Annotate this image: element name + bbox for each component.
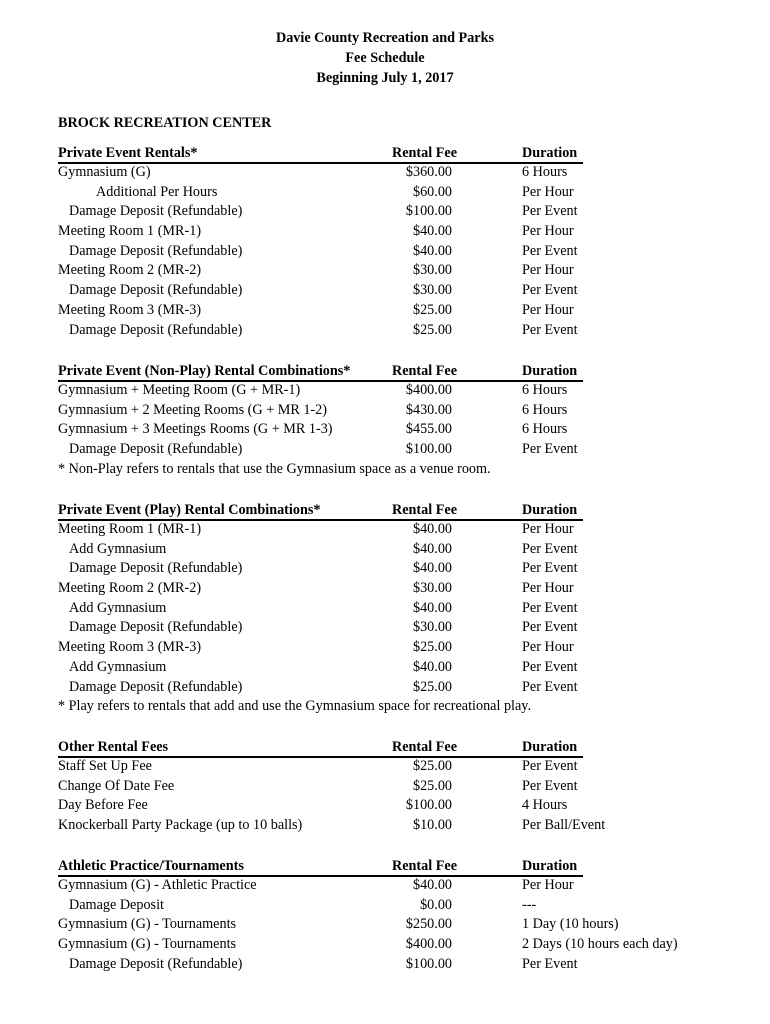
row-description: Additional Per Hours <box>96 183 218 200</box>
row-fee: $0.00 <box>420 896 452 913</box>
row-duration: Per Event <box>522 758 578 774</box>
row-description: Damage Deposit (Refundable) <box>69 560 243 577</box>
table-row <box>58 915 698 935</box>
row-duration: Per Event <box>522 599 578 616</box>
row-fee: $25.00 <box>412 321 452 338</box>
section-title: Private Event Rentals* <box>58 145 198 161</box>
row-fee: $25.00 <box>412 639 452 656</box>
row-description: Meeting Room 1 (MR-1) <box>58 223 202 240</box>
row-description: Damage Deposit (Refundable) <box>69 242 243 259</box>
row-duration: Per Event <box>522 678 578 695</box>
row-description: Day Before Fee <box>58 797 148 814</box>
table-row <box>58 242 698 262</box>
row-duration: Per Event <box>522 658 578 675</box>
row-duration: Per Hour <box>522 521 574 537</box>
row-fee: $400.00 <box>405 936 452 953</box>
row-fee: $25.00 <box>412 758 452 774</box>
duration-column-header: Duration <box>522 502 578 518</box>
fee-column-header: Rental Fee <box>392 858 458 874</box>
row-duration: 1 Day (10 hours) <box>522 916 619 933</box>
row-fee: $40.00 <box>412 658 452 675</box>
row-description: Meeting Room 3 (MR-3) <box>58 301 202 318</box>
row-duration: 6 Hours <box>522 401 568 418</box>
row-duration: Per Event <box>522 282 578 299</box>
section-title: Athletic Practice/Tournaments <box>58 858 244 874</box>
table-row <box>58 757 698 777</box>
row-fee: $360.00 <box>405 164 452 180</box>
row-duration: Per Event <box>522 203 578 220</box>
row-description: Add Gymnasium <box>69 658 167 675</box>
table-row <box>58 777 698 797</box>
section-header-row <box>58 143 698 163</box>
row-description: Meeting Room 2 (MR-2) <box>58 580 202 597</box>
row-description: Damage Deposit (Refundable) <box>69 619 243 636</box>
document-header <box>0 28 770 88</box>
venue-title: BROCK RECREATION CENTER <box>58 115 272 131</box>
row-fee: $30.00 <box>412 262 452 279</box>
row-duration: Per Event <box>522 321 578 338</box>
row-duration: 6 Hours <box>522 421 568 438</box>
row-duration: Per Hour <box>522 877 574 893</box>
row-duration: 6 Hours <box>522 382 568 398</box>
section-header-row <box>58 737 698 757</box>
table-row <box>58 281 698 301</box>
row-fee: $40.00 <box>412 560 452 577</box>
section-title: Private Event (Non-Play) Rental Combinations* <box>58 363 351 379</box>
duration-column-header: Duration <box>522 145 578 161</box>
footnote: * Non-Play refers to rentals that use the Gymnasium space as a venue room. <box>58 460 491 477</box>
table-row <box>58 301 698 321</box>
row-fee: $40.00 <box>412 223 452 240</box>
row-fee: $455.00 <box>405 421 452 438</box>
row-fee: $25.00 <box>412 301 452 318</box>
table-row <box>58 222 698 242</box>
row-description: Change Of Date Fee <box>58 777 175 794</box>
table-row <box>58 401 698 421</box>
row-description: Gymnasium (G) <box>58 164 151 180</box>
row-description: Gymnasium + Meeting Room (G + MR-1) <box>58 382 301 398</box>
row-description: Damage Deposit <box>69 896 164 913</box>
section-title: Private Event (Play) Rental Combinations* <box>58 502 321 518</box>
row-fee: $10.00 <box>412 817 452 834</box>
table-row <box>58 638 698 658</box>
table-row <box>58 321 698 341</box>
row-duration: Per Event <box>522 242 578 259</box>
row-description: Add Gymnasium <box>69 540 167 557</box>
table-row <box>58 540 698 560</box>
row-duration: Per Event <box>522 540 578 557</box>
row-fee: $30.00 <box>412 282 452 299</box>
section-private-event <box>58 143 698 340</box>
row-duration: 4 Hours <box>522 797 568 814</box>
row-duration: Per Event <box>522 955 578 972</box>
row-description: Damage Deposit (Refundable) <box>69 321 243 338</box>
row-duration: Per Hour <box>522 580 574 597</box>
table-row <box>58 381 698 401</box>
row-duration: Per Hour <box>522 301 574 318</box>
row-duration: Per Event <box>522 560 578 577</box>
footnote: * Play refers to rentals that add and use the Gymnasium space for recreational play. <box>58 698 532 715</box>
fee-column-header: Rental Fee <box>392 502 458 518</box>
table-row <box>58 896 698 916</box>
table-row <box>58 420 698 440</box>
row-description: Meeting Room 3 (MR-3) <box>58 639 202 656</box>
row-fee: $40.00 <box>412 877 452 893</box>
row-duration: Per Event <box>522 441 578 458</box>
row-fee: $30.00 <box>412 580 452 597</box>
row-fee: $25.00 <box>412 777 452 794</box>
row-duration: --- <box>522 896 537 913</box>
table-row <box>58 678 698 698</box>
row-description: Gymnasium + 3 Meetings Rooms (G + MR 1-3) <box>58 421 333 438</box>
table-row <box>58 440 698 460</box>
row-fee: $100.00 <box>405 203 452 220</box>
row-duration: Per Hour <box>522 183 574 200</box>
row-description: Damage Deposit (Refundable) <box>69 955 243 972</box>
duration-column-header: Duration <box>522 858 578 874</box>
table-row <box>58 559 698 579</box>
row-fee: $100.00 <box>405 797 452 814</box>
section-header-row <box>58 856 698 876</box>
table-row <box>58 183 698 203</box>
table-row <box>58 579 698 599</box>
row-description: Meeting Room 2 (MR-2) <box>58 262 202 279</box>
fee-column-header: Rental Fee <box>392 363 458 379</box>
row-duration: 6 Hours <box>522 164 568 180</box>
table-row <box>58 163 698 183</box>
section-athletic <box>58 856 698 974</box>
fee-column-header: Rental Fee <box>392 145 458 161</box>
table-row <box>58 202 698 222</box>
row-fee: $400.00 <box>405 382 452 398</box>
duration-column-header: Duration <box>522 363 578 379</box>
row-fee: $40.00 <box>412 521 452 537</box>
table-row <box>58 261 698 281</box>
row-duration: 2 Days (10 hours each day) <box>522 936 678 953</box>
row-description: Meeting Room 1 (MR-1) <box>58 521 202 537</box>
row-description: Add Gymnasium <box>69 599 167 616</box>
row-description: Damage Deposit (Refundable) <box>69 678 243 695</box>
section-nonplay-combinations <box>58 361 698 479</box>
section-title: Other Rental Fees <box>58 739 169 755</box>
row-description: Gymnasium + 2 Meeting Rooms (G + MR 1-2) <box>58 401 328 418</box>
section-header-row <box>58 500 698 520</box>
row-duration: Per Hour <box>522 639 574 656</box>
row-fee: $25.00 <box>412 678 452 695</box>
row-description: Staff Set Up Fee <box>58 758 152 774</box>
row-description: Gymnasium (G) - Tournaments <box>58 936 237 953</box>
row-fee: $40.00 <box>412 540 452 557</box>
row-duration: Per Hour <box>522 223 574 240</box>
table-row <box>58 935 698 955</box>
table-row <box>58 520 698 540</box>
row-duration: Per Event <box>522 777 578 794</box>
row-description: Damage Deposit (Refundable) <box>69 441 243 458</box>
header-effective-date: Beginning July 1, 2017 <box>316 70 454 86</box>
row-fee: $250.00 <box>405 916 452 933</box>
section-header-row <box>58 361 698 381</box>
row-duration: Per Event <box>522 619 578 636</box>
section-other-fees <box>58 737 698 836</box>
table-row <box>58 599 698 619</box>
section-play-combinations <box>58 500 698 717</box>
row-fee: $100.00 <box>405 955 452 972</box>
row-duration: Per Ball/Event <box>522 817 606 834</box>
row-description: Gymnasium (G) - Athletic Practice <box>58 877 257 893</box>
row-fee: $40.00 <box>412 242 452 259</box>
table-row <box>58 876 698 896</box>
table-row <box>58 796 698 816</box>
row-fee: $40.00 <box>412 599 452 616</box>
table-row <box>58 618 698 638</box>
header-title: Fee Schedule <box>345 50 425 66</box>
row-description: Damage Deposit (Refundable) <box>69 203 243 220</box>
row-description: Gymnasium (G) - Tournaments <box>58 916 237 933</box>
row-fee: $30.00 <box>412 619 452 636</box>
table-row <box>58 955 698 975</box>
table-row <box>58 816 698 836</box>
row-fee: $430.00 <box>405 401 452 418</box>
header-org: Davie County Recreation and Parks <box>275 30 495 46</box>
row-fee: $100.00 <box>405 441 452 458</box>
table-row <box>58 658 698 678</box>
row-description: Damage Deposit (Refundable) <box>69 282 243 299</box>
fee-column-header: Rental Fee <box>392 739 458 755</box>
row-fee: $60.00 <box>412 183 452 200</box>
duration-column-header: Duration <box>522 739 578 755</box>
row-duration: Per Hour <box>522 262 574 279</box>
row-description: Knockerball Party Package (up to 10 balls) <box>58 817 303 834</box>
